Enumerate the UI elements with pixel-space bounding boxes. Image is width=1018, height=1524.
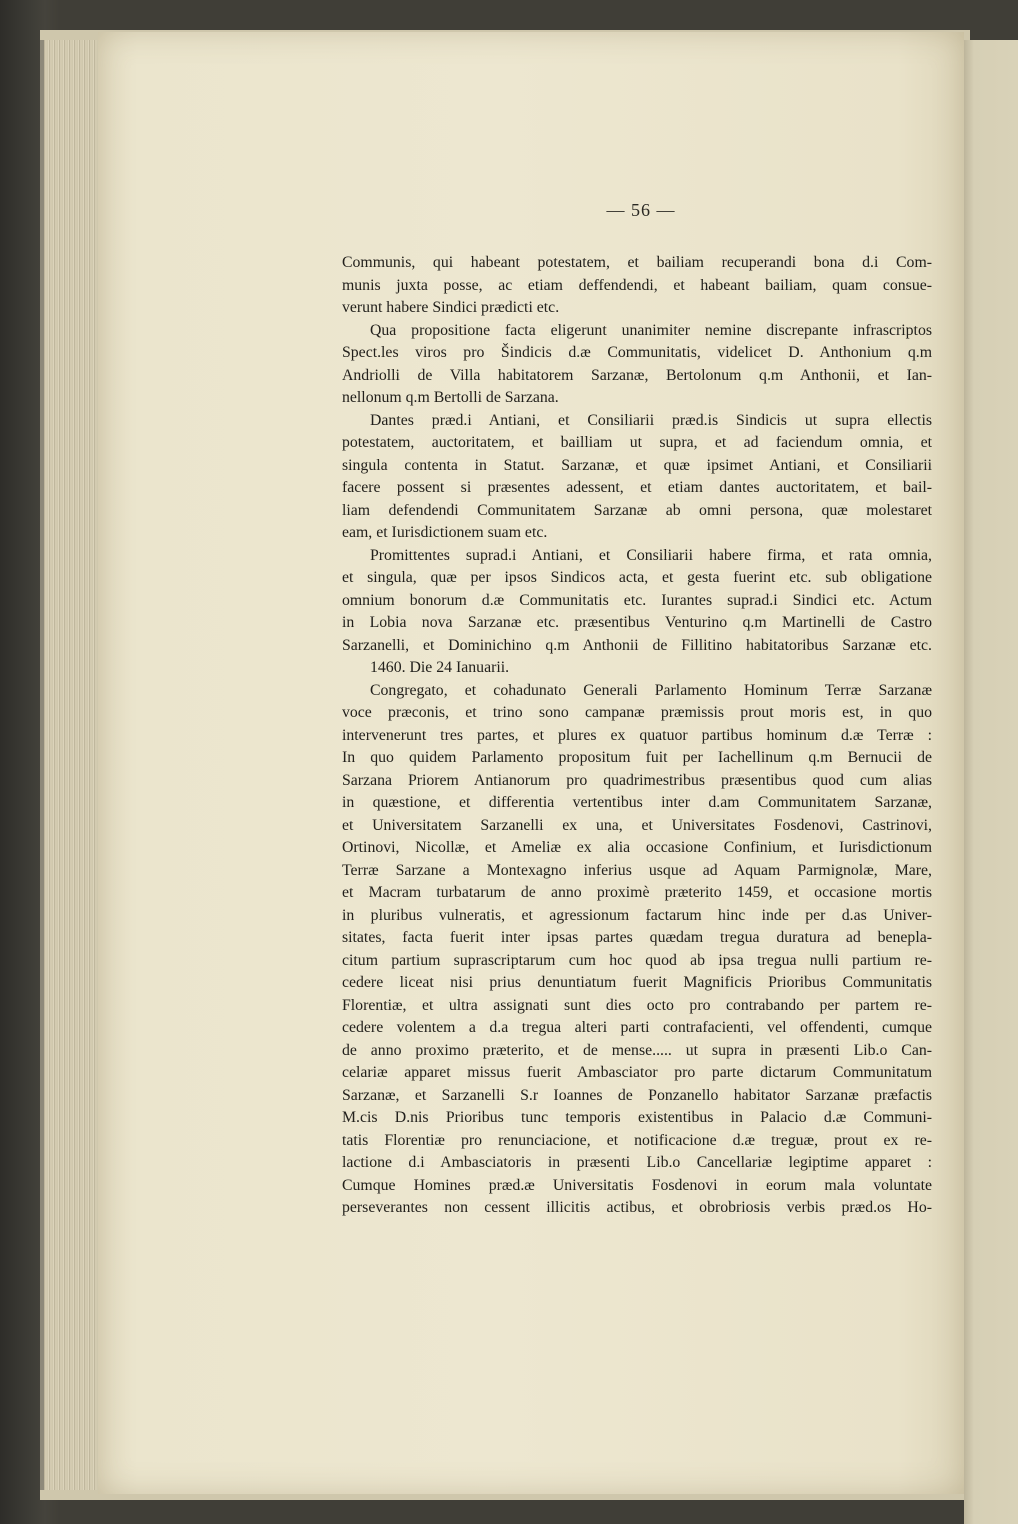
text-line: celariæ apparet missus fuerit Ambasciator pro parte dictarum Communitatum <box>342 1064 932 1081</box>
text-line: Florentiæ, et ultra assignati sunt dies octo pro contrabando per partem re- <box>342 996 932 1014</box>
text-line: Sarzanelli, et Dominichino q.m Anthonii de Fillitino habitatoribus Sarzanæ etc. <box>342 636 932 654</box>
body-text <box>342 252 932 1220</box>
text-line: liam defendendi Communitatem Sarzanæ ab omni persona, quæ molestaret <box>342 501 932 519</box>
text-line: voce præconis, et trino sono campanæ præmissis prout moris est, in quo <box>342 704 932 721</box>
text-line: de anno proximo præterito, et de mense..... ut supra in præsenti Lib.o Can- <box>342 1041 932 1059</box>
facing-page-edge <box>964 40 1018 1524</box>
text-line: Cumque Homines præd.æ Universitatis Fosdenovi in eorum mala voluntate <box>342 1176 932 1194</box>
text-line: verunt habere Sindici prædicti etc. <box>342 299 560 316</box>
text-line: Terræ Sarzane a Montexagno inferius usque ad Aquam Parmignolæ, Mare, <box>342 861 932 879</box>
text-line: Promittentes suprad.i Antiani, et Consiliarii habere firma, et rata omnia, <box>370 546 932 564</box>
text-line: potestatem, auctoritatem, et bailliam ut supra, et ad faciendum omnia, et <box>342 434 932 451</box>
text-line: Andriolli de Villa habitatorem Sarzanæ, Bertolonum q.m Anthonii, et Ian- <box>342 366 932 384</box>
text-line: lactione d.i Ambasciatoris in præsenti Lib.o Cancellariæ legiptime apparet : <box>342 1154 932 1171</box>
text-line: facere possent si præsentes adessent, et etiam dantes auctoritatem, et bail- <box>342 479 932 496</box>
page-number: — 56 — <box>606 200 676 220</box>
text-line: Spect.les viros pro Šindicis d.æ Communitatis, videlicet D. Anthonium q.m <box>342 344 932 361</box>
text-line: M.cis D.nis Prioribus tunc temporis existentibus in Palacio d.æ Communi- <box>342 1109 932 1126</box>
text-line: cedere liceat nisi prius denuntiatum fuerit Magnificis Prioribus Communitatis <box>342 974 932 991</box>
text-line: eam, et Iurisdictionem suam etc. <box>342 524 548 541</box>
text-line: Communis, qui habeant potestatem, et bailiam recuperandi bona d.i Com- <box>342 254 932 271</box>
text-line: in pluribus vulneratis, et agressionum factarum hinc inde per d.as Univer- <box>342 906 932 924</box>
text-line: sitates, facta fuerit inter ipsas partes quædam tregua duratura ad benepla- <box>342 929 932 946</box>
text-line: tatis Florentiæ pro renunciacione, et notificacione d.æ treguæ, prout ex re- <box>342 1131 932 1149</box>
text-line: in Lobia nova Sarzanæ etc. præsentibus Venturino q.m Martinelli de Castro <box>342 614 932 631</box>
text-line: munis juxta posse, ac etiam deffendendi, et habeant bailiam, quam consue- <box>342 276 932 294</box>
text-line: Qua propositione facta eligerunt unanimiter nemine discrepante infrascriptos <box>370 321 932 339</box>
text-line: cedere volentem a d.a tregua alteri parti contrafacienti, vel offendenti, cumque <box>342 1019 932 1036</box>
text-line: Dantes præd.i Antiani, et Consiliarii præd.is Sindicis ut supra ellectis <box>370 411 932 429</box>
text-line: In quo quidem Parlamento propositum fuit per Iachellinum q.m Bernucii de <box>342 749 932 766</box>
text-line: in quæstione, et differentia vertentibus inter d.am Communitatem Sarzanæ, <box>342 794 932 811</box>
text-line: singula contenta in Statut. Sarzanæ, et quæ ipsimet Antiani, et Consiliarii <box>342 456 932 474</box>
date-line: 1460. Die 24 Ianuarii. <box>370 659 510 676</box>
text-line: intervenerunt tres partes, et plures ex quatuor partibus hominum d.æ Terræ : <box>342 726 932 744</box>
page-edges <box>40 40 104 1490</box>
text-line: nellonum q.m Bertolli de Sarzana. <box>342 389 559 406</box>
text-line: citum partium suprascriptarum cum hoc quod ab ipsa tregua nulli partium re- <box>342 951 932 969</box>
text-line: et singula, quæ per ipsos Sindicos acta, et gesta fuerint etc. sub obligatione <box>342 569 932 586</box>
text-line: Congregato, et cohadunato Generali Parlamento Hominum Terræ Sarzanæ <box>370 681 932 699</box>
text-line: Sarzana Priorem Antianorum pro quadrimestribus præsentibus quod cum alias <box>342 771 932 789</box>
text-line: et Universitatem Sarzanelli ex una, et Universitates Fosdenovi, Castrinovi, <box>342 816 932 834</box>
text-line: omnium bonorum d.æ Communitatis etc. Iurantes suprad.i Sindici etc. Actum <box>342 591 932 609</box>
text-line: et Macram turbatarum de anno proximè præterito 1459, et occasione mortis <box>342 884 932 901</box>
text-line: perseverantes non cessent illicitis actibus, et obrobriosis verbis præd.os Ho- <box>342 1199 932 1216</box>
text-line: Sarzanæ, et Sarzanelli S.r Ioannes de Ponzanello habitator Sarzanæ præfactis <box>342 1086 932 1104</box>
text-line: Ortinovi, Nicollæ, et Ameliæ ex alia occasione Confinium, et Iurisdictionum <box>342 839 932 856</box>
